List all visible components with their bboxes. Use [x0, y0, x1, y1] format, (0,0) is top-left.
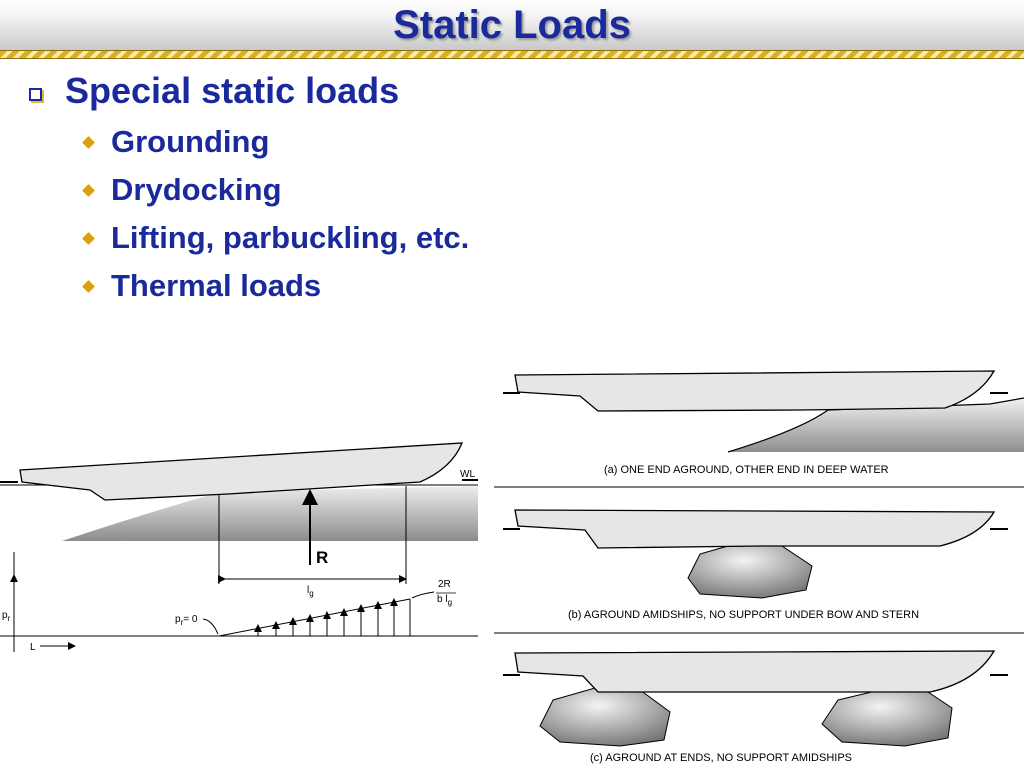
- pr-zero-label: $p_r= 0$: [175, 614, 198, 627]
- bullet-grounding: Grounding: [111, 124, 270, 159]
- panel-b: [503, 510, 1008, 621]
- bullet-thermal: Thermal loads: [111, 268, 322, 303]
- rock-shape: [540, 688, 670, 746]
- reaction-label: R: [316, 548, 329, 567]
- bullet-drydocking: Drydocking: [111, 172, 282, 207]
- load-distribution: [219, 599, 410, 636]
- hull-shape: [515, 510, 994, 548]
- rock-shape: [822, 690, 952, 746]
- caption-b: (b) AGROUND AMIDSHIPS, NO SUPPORT UNDER BOW AND STERN: [568, 609, 920, 621]
- rock-shape: [688, 544, 812, 598]
- max-load-top: 2R: [438, 579, 451, 590]
- max-load-bottom: b $l_g$: [437, 594, 453, 607]
- panel-a: [503, 371, 1024, 476]
- panel-c: [503, 651, 1008, 764]
- wl-label: WL: [460, 469, 475, 480]
- load-arrows: [258, 602, 394, 636]
- hull-shape: [515, 651, 994, 692]
- bullet-lifting: Lifting, parbuckling, etc.: [111, 220, 470, 255]
- left-grounding-diagram: [0, 443, 478, 653]
- caption-a: (a) ONE END AGROUND, OTHER END IN DEEP WATER: [604, 464, 889, 476]
- length-label: $l_g$: [307, 585, 314, 598]
- hull-shape: [515, 371, 994, 411]
- slide-title: Static Loads: [393, 3, 631, 47]
- l-axis-label: L: [30, 642, 36, 653]
- bullet-level1: Special static loads: [65, 70, 400, 111]
- caption-c: (c) AGROUND AT ENDS, NO SUPPORT AMIDSHIPS: [590, 752, 853, 764]
- pr-axis-label: $p_r$: [2, 610, 11, 623]
